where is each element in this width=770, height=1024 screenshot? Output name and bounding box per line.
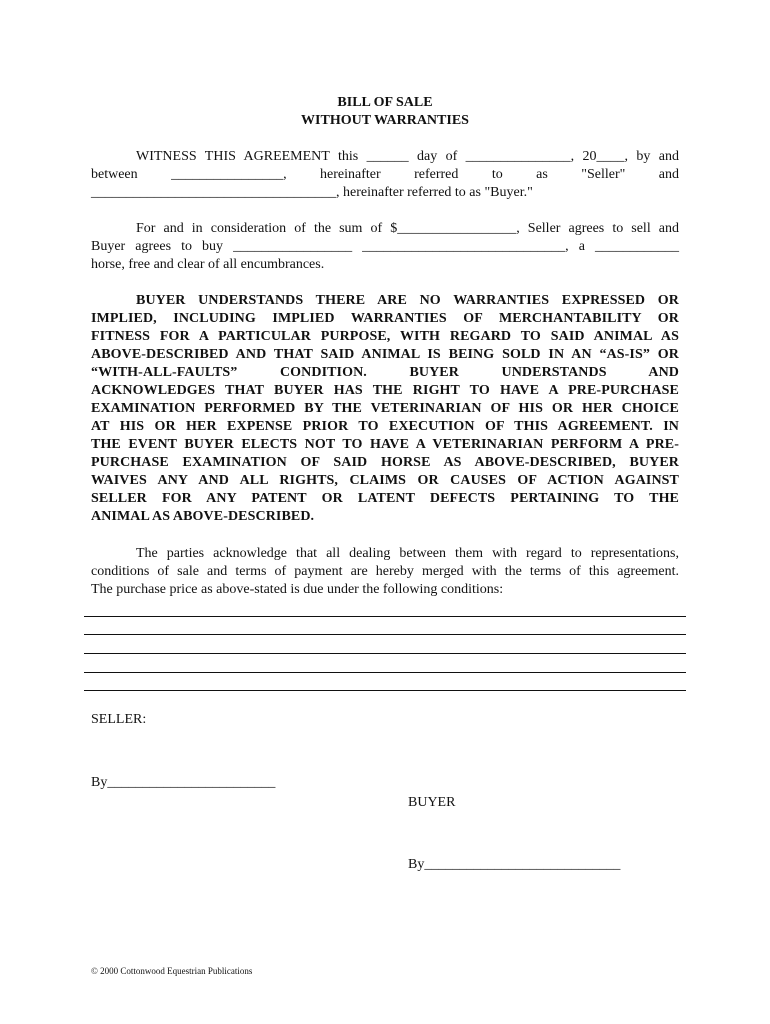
warranty-disclaimer-paragraph — [91, 292, 679, 526]
buyer-label: BUYER — [408, 795, 456, 810]
disclaimer-line-4: ABOVE-DESCRIBED AND THAT SAID ANIMAL IS BEING SOLD IN AN “AS-IS” OR — [91, 347, 679, 362]
seller-label: SELLER: — [91, 712, 147, 727]
seller-signature-line[interactable]: By________________________ — [91, 775, 276, 790]
disclaimer-line-11: WAIVES ANY AND ALL RIGHTS, CLAIMS OR CAUSES OF ACTION AGAINST — [91, 473, 679, 488]
disclaimer-line-7: EXAMINATION PERFORMED BY THE VETERINARIAN OF HIS OR HER CHOICE — [91, 401, 679, 416]
disclaimer-line-12: SELLER FOR ANY PATENT OR LATENT DEFECTS PERTAINING TO THE — [91, 491, 679, 506]
conditions-blank-line[interactable] — [84, 616, 686, 617]
conditions-blank-line[interactable] — [84, 653, 686, 654]
disclaimer-line-3: FITNESS FOR A PARTICULAR PURPOSE, WITH REGARD TO SAID ANIMAL AS — [91, 329, 679, 344]
witness-line-3: ___________________________________, hereinafter referred to as "Buyer." — [91, 185, 533, 200]
consideration-line-2: Buyer agrees to buy _________________ _____________________________, a ____________ — [91, 239, 679, 254]
consideration-paragraph — [91, 220, 679, 274]
document-title: BILL OF SALE — [337, 95, 433, 110]
disclaimer-line-9: THE EVENT BUYER ELECTS NOT TO HAVE A VETERINARIAN PERFORM A PRE- — [91, 437, 679, 452]
conditions-blank-line[interactable] — [84, 690, 686, 691]
disclaimer-line-6: ACKNOWLEDGES THAT BUYER HAS THE RIGHT TO HAVE A PRE-PURCHASE — [91, 383, 679, 398]
document-subtitle: WITHOUT WARRANTIES — [301, 113, 469, 128]
disclaimer-line-10: PURCHASE EXAMINATION OF SAID HORSE AS ABOVE-DESCRIBED, BUYER — [91, 455, 679, 470]
witness-line-1: WITNESS THIS AGREEMENT this ______ day of _______________, 20____, by and — [136, 149, 679, 164]
consideration-line-3: horse, free and clear of all encumbrances. — [91, 257, 325, 272]
conditions-blank-line[interactable] — [84, 672, 686, 673]
disclaimer-line-2: IMPLIED, INCLUDING IMPLIED WARRANTIES OF MERCHANTABILITY OR — [91, 311, 679, 326]
acknowledgement-line-1: The parties acknowledge that all dealing between them with regard to representations, — [136, 546, 679, 561]
acknowledgement-paragraph — [91, 545, 679, 599]
buyer-signature-line[interactable]: By____________________________ — [408, 857, 621, 872]
disclaimer-line-8: AT HIS OR HER EXPENSE PRIOR TO EXECUTION OF THIS AGREEMENT. IN — [91, 419, 679, 434]
conditions-blank-line[interactable] — [84, 634, 686, 635]
disclaimer-line-5: “WITH-ALL-FAULTS” CONDITION. BUYER UNDERSTANDS AND — [91, 365, 679, 380]
witness-paragraph — [91, 148, 679, 202]
copyright-footer: © 2000 Cottonwood Equestrian Publications — [91, 966, 253, 976]
consideration-line-1: For and in consideration of the sum of $_________________, Seller agrees to sell and — [136, 221, 679, 236]
disclaimer-line-13: ANIMAL AS ABOVE-DESCRIBED. — [91, 509, 315, 524]
acknowledgement-line-2: conditions of sale and terms of payment are hereby merged with the terms of this agreement. — [91, 564, 679, 579]
acknowledgement-line-3: The purchase price as above-stated is due under the following conditions: — [91, 582, 504, 597]
disclaimer-line-1: BUYER UNDERSTANDS THERE ARE NO WARRANTIES EXPRESSED OR — [136, 293, 679, 308]
witness-line-2: between ________________, hereinafter referred to as "Seller" and — [91, 167, 679, 182]
